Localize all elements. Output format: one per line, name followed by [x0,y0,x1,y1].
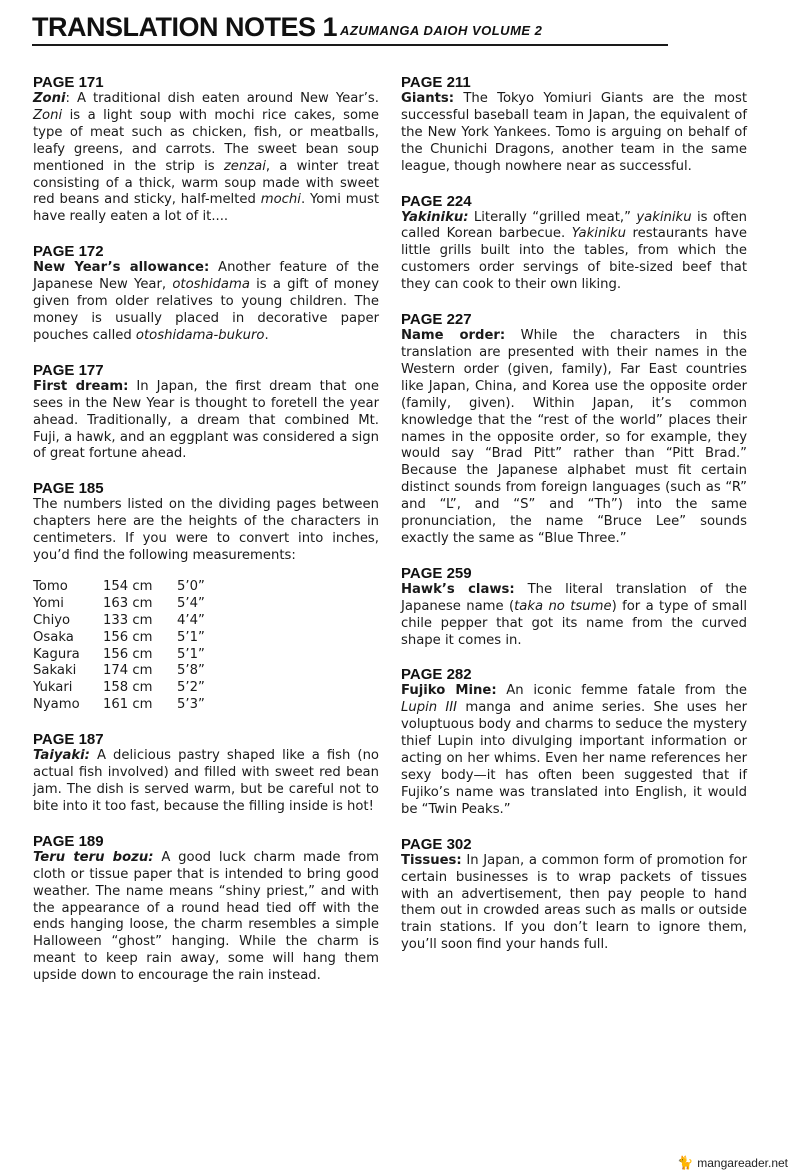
character-name: Yomi [33,595,64,611]
cat-icon: 🐈 [677,1155,694,1170]
watermark [677,1155,788,1171]
page-heading: PAGE 185 [33,480,104,498]
note-body: Hawk’s claws: The literal translation of the Japanese name (taka no tsume) for a type of small chile pepper that got its name from the curved shape it comes in. [401,581,747,648]
note-entry [401,836,747,954]
table-row [33,663,205,680]
table-row [33,630,205,647]
height-feet: 5’2” [177,680,205,696]
height-cm: 163 cm [103,595,153,611]
height-feet: 5’3” [177,697,205,713]
character-name: Tomo [33,578,68,594]
right-column [401,74,747,971]
note-entry [33,833,379,985]
page-heading: PAGE 177 [33,361,104,379]
height-cm: 133 cm [103,612,153,628]
table-row [33,596,205,613]
page-subtitle: AZUMANGA DAIOH VOLUME 2 [340,23,543,38]
height-feet: 4’4” [177,612,205,628]
character-name: Nyamo [33,697,80,713]
page-heading: PAGE 227 [401,311,472,329]
table-row [33,697,205,714]
page-heading: PAGE 171 [33,74,104,91]
note-entry [401,311,747,548]
note-body: Taiyaki: A delicious pastry shaped like a fish (no actual fish involved) and filled with sweet red bean jam. The dish is served warm, but be careful not to bite into it too fast, because the filling inside is hot! [33,748,379,814]
note-body: Tissues: In Japan, a common form of promotion for certain businesses is to wrap packets of tissues with an advertisement, then pay people to hand them out in crowded areas such as malls or outside train stations. If you don’t learn to ignore them, you’ll soon find your hands full. [401,852,747,953]
page-heading: PAGE 189 [33,832,104,850]
height-cm: 156 cm [103,629,153,645]
note-body: Fujiko Mine: An iconic femme fatale from the Lupin III manga and anime series. She uses her voluptuous body and charms to seduce the mystery thief Lupin into divulging important information or acting on her whims. Even her name references her sexy body—it has often been suggested that if Fujiko’s name was translated into English, it would be “Twin Peaks.” [401,683,747,817]
note-entry [401,193,747,295]
page-heading: PAGE 282 [401,666,472,684]
watermark-text: mangareader.net [697,1156,788,1170]
page-title: TRANSLATION NOTES 1 [32,12,338,42]
page-heading: PAGE 302 [401,835,472,853]
height-feet: 5’8” [177,663,205,679]
page-header [32,14,668,46]
note-entry [33,243,379,345]
table-row [33,613,205,630]
height-cm: 156 cm [103,646,153,662]
table-row [33,647,205,664]
table-row [33,680,205,697]
note-entry [33,74,379,226]
page-heading: PAGE 172 [33,243,104,261]
note-entry [401,565,747,650]
character-name: Chiyo [33,612,71,628]
note-body: First dream: In Japan, the first dream that one sees in the New Year is thought to foretell the year ahead. Traditionally, a dream that combined Mt. Fuji, a hawk, and an eggplant was considered a sign of great fortune ahead. [33,378,379,462]
height-feet: 5’4” [177,595,205,611]
table-row [33,579,205,596]
note-entry [401,74,747,176]
character-name: Kagura [33,646,80,662]
height-feet: 5’1” [177,646,205,662]
note-entry [33,731,379,816]
height-cm: 174 cm [103,663,153,679]
note-entry [33,362,379,464]
note-entry [33,480,379,714]
note-body: Giants: The Tokyo Yomiuri Giants are the most successful baseball team in Japan, the equivalent of the New York Yankees. Tomo is arguing on behalf of the Chunichi Dragons, another team in the same league, though nowhere near as successful. [401,91,747,174]
note-body: Yakiniku: Literally “grilled meat,” yakiniku is often called Korean barbecue. Yakiniku restaurants have little grills built into the tables, from which the customers order servings of bite-sized beef that they can cook to their own liking. [401,209,747,293]
page-heading: PAGE 224 [401,192,472,210]
character-name: Osaka [33,629,74,645]
page-heading: PAGE 187 [33,731,104,749]
height-cm: 154 cm [103,578,153,594]
note-body: Teru teru bozu: A good luck charm made from cloth or tissue paper that is intended to bring good weather. The name means “shiny priest,” and with the appearance of a round head tied off with the ends hanging loose, the charm resembles a simple Halloween “ghost” hanging. While the charm is meant to keep rain away, some will hang them upside down to encourage the rain instead. [33,849,379,984]
left-column [33,74,379,1002]
page-heading: PAGE 211 [401,74,471,91]
character-name: Yukari [33,680,73,696]
height-feet: 5’1” [177,629,205,645]
page-heading: PAGE 259 [401,564,472,582]
character-name: Sakaki [33,663,77,679]
note-body: Zoni: A traditional dish eaten around New Year’s. Zoni is a light soup with mochi rice cakes, some type of meat such as chicken, fish, or meatballs, leafy greens, and carrots. The sweet bean soup mentioned in the strip is zenzai, a winter treat consisting of a thick, warm soup made with sweet red beans and sticky, half-melted mochi. Yomi must have really eaten a lot of it.... [33,91,379,225]
note-body: New Year’s allowance: Another feature of the Japanese New Year, otoshidama is a gift of money given from older relatives to young children. The money is usually placed in decorative paper pouches called otoshidama-bukuro. [33,260,379,343]
height-feet: 5’0” [177,578,205,594]
height-table [33,579,205,714]
note-entry [401,666,747,818]
note-body: Name order: While the characters in this translation are presented with their names in the Western order (given, family), Far East countries like Japan, China, and Korea use the opposite order (family, given). Within Japan, it’s common knowledge that the “rest of the world” places their names in the opposite order, so for example, they would say “Brad Pitt” rather than “Pitt Brad.” Because the Japanese alphabet must fit certain distinct sounds from foreign languages (such as “R” and “L”, and “S” and “Th”) into the same pronunciation, the name “Bruce Lee” sounds exactly the same as “Blue Three.” [401,328,748,546]
height-cm: 158 cm [103,680,153,696]
note-body: The numbers listed on the dividing pages between chapters here are the heights of the characters in centimeters. If you were to convert into inches, you’d find the following measurements: [33,497,379,564]
height-cm: 161 cm [103,697,153,713]
